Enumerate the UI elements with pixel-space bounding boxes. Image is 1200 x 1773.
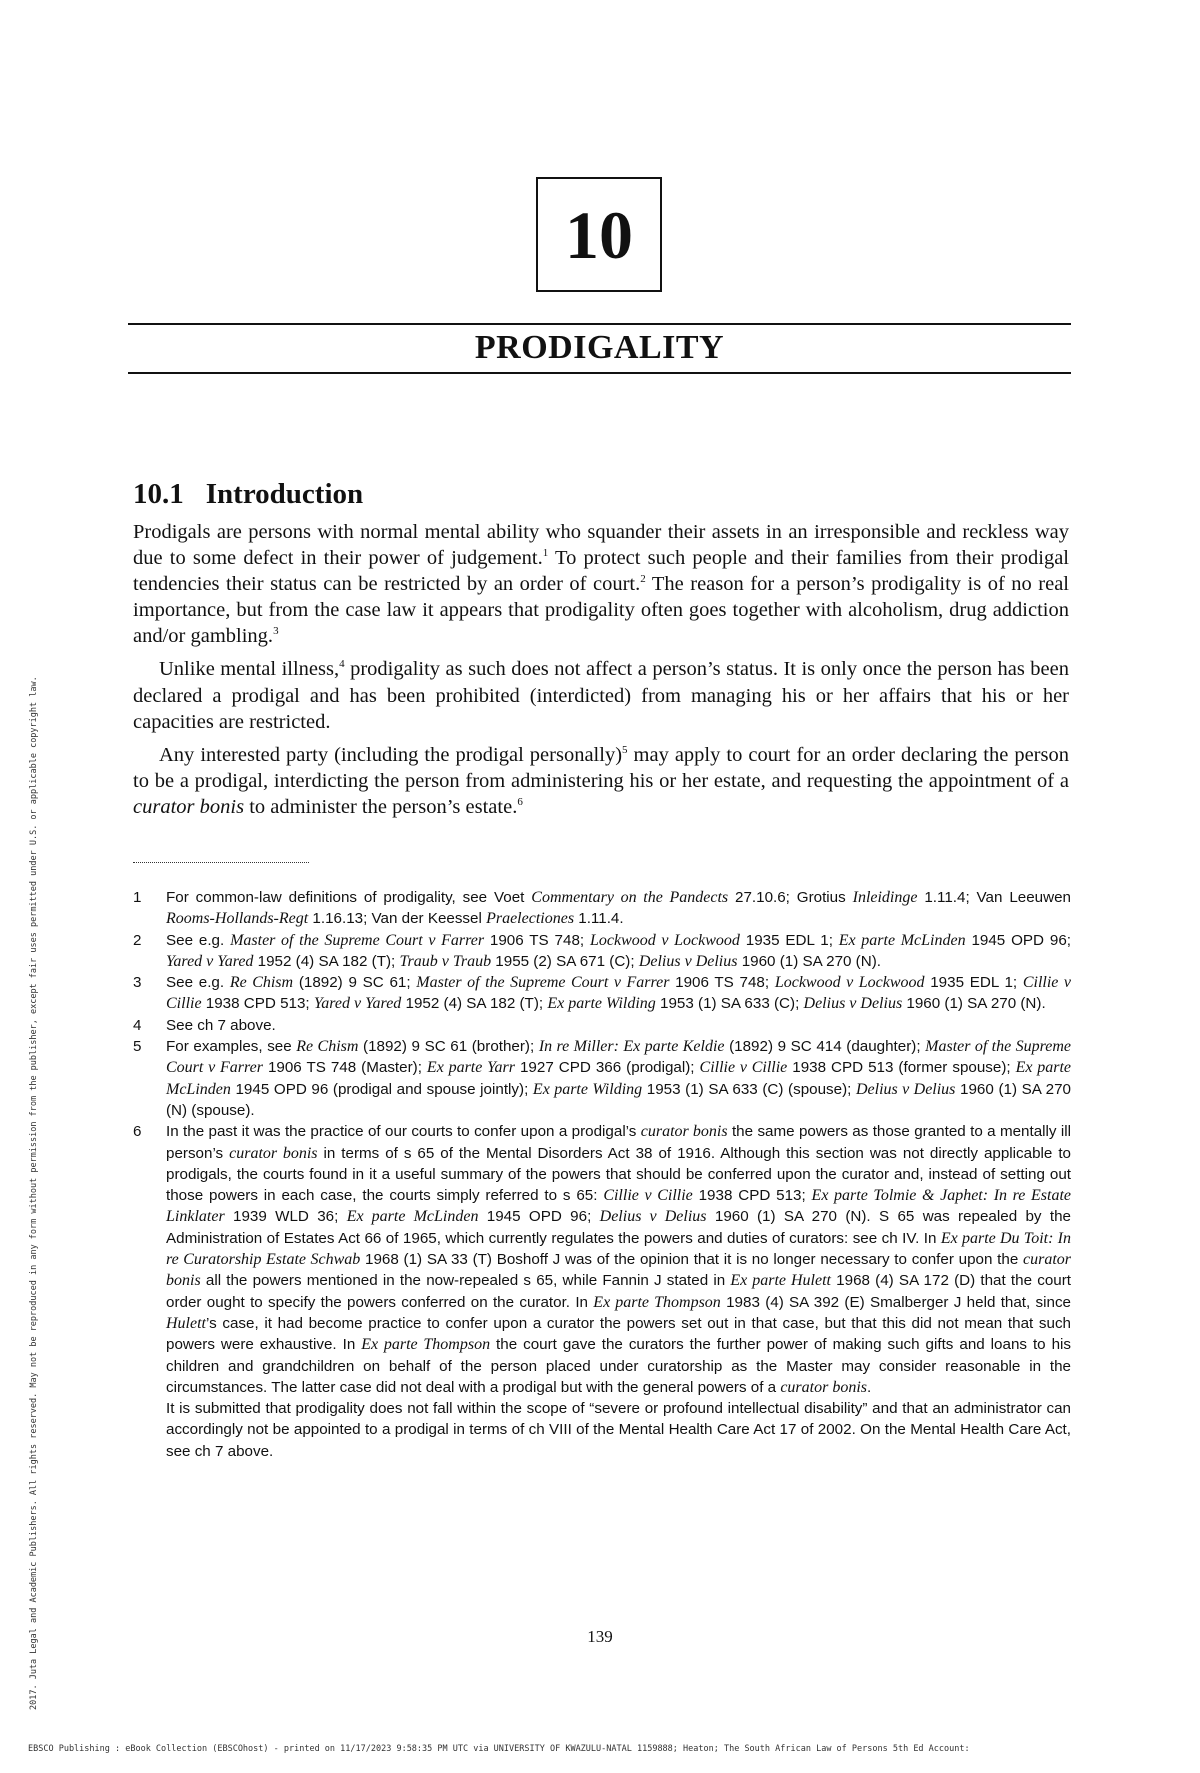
text-run: 1939 WLD 36; — [224, 1208, 347, 1226]
footnote-ref: 3 — [273, 625, 279, 638]
text-run: See ch 7 above. — [166, 1016, 276, 1034]
citation-italic: Ex parte Wilding — [532, 1080, 643, 1098]
chapter-title: PRODIGALITY — [474, 329, 725, 366]
citation-italic: Re Chism — [296, 1038, 359, 1056]
text-run: to administer the person’s estate. — [244, 795, 518, 818]
chapter-number: 10 — [565, 196, 633, 273]
citation-italic: Delius v Delius — [855, 1080, 956, 1098]
page-number: 139 — [587, 1627, 613, 1646]
footnote-text — [166, 1036, 1071, 1121]
text-run: the same powers as those granted to a mentally ill person’s — [166, 1123, 1071, 1162]
citation-italic: Cillie v Cillie — [699, 1059, 788, 1077]
copyright-notice: 2017. Juta Legal and Academic Publishers. All rights reserved. May not be reproduced in any form without permission from the publisher, except fair uses permitted under U.S. or applicable copyright law. — [29, 676, 39, 1710]
citation-italic: Master of the Supreme Court v Farrer — [166, 1038, 1071, 1077]
citation-italic: curator bonis — [640, 1123, 728, 1141]
text-run: 1945 OPD 96; — [478, 1208, 600, 1226]
text-run: (1892) 9 SC 414 (daughter); — [724, 1038, 926, 1056]
text-run: 1.11.4. — [574, 910, 624, 928]
footnote-number: 5 — [133, 1038, 142, 1056]
chapter-number-box — [536, 177, 662, 292]
text-run: 1960 (1) SA 270 (N). — [737, 952, 881, 970]
citation-italic: In re Miller: Ex parte Keldie — [538, 1038, 725, 1056]
citation-italic: Ex parte McLinden — [166, 1059, 1072, 1098]
citation-italic: Rooms-Hollands-Regt — [166, 910, 309, 928]
citation-italic: Delius v Delius — [638, 952, 738, 970]
footnote-ref: 4 — [339, 658, 345, 671]
text-run: 1938 CPD 513; — [692, 1187, 812, 1205]
citation-italic: Traub v Traub — [399, 952, 492, 970]
text-run: Any interested party (including the prodigal personally) — [159, 743, 623, 766]
text-run: In the past it was the practice of our courts to confer upon a prodigal’s — [166, 1123, 641, 1141]
text-run: ’s case, it had become practice to confer upon a curator the powers set out in that case, but that this did not mean that such powers were exhaustive. In — [166, 1314, 1071, 1354]
paragraph — [133, 742, 1069, 820]
footnote — [133, 972, 1071, 1015]
citation-italic: Ex parte Wilding — [547, 995, 656, 1013]
footnote-number: 4 — [133, 1016, 142, 1034]
citation-italic: Yared v Yared — [313, 995, 402, 1013]
footnotes — [133, 887, 1071, 1462]
footnote-number: 3 — [133, 974, 142, 992]
text-run: 1906 TS 748 (Master); — [262, 1059, 427, 1077]
text-run: 1927 CPD 366 (prodigal); — [515, 1059, 700, 1077]
text-run: 1945 OPD 96 (prodigal and spouse jointly); — [230, 1080, 533, 1098]
text-run: prodigality as such does not affect a person’s status. It is only once the person has been declared a prodigal and has been prohibited (interdicted) from managing his or her affairs that his or her capacities are restricted. — [133, 658, 1069, 733]
citation-italic: Ex parte Thompson — [593, 1293, 721, 1311]
text-run-italic: curator bonis — [133, 795, 245, 818]
text-run: 1953 (1) SA 633 (C) (spouse); — [642, 1080, 856, 1098]
text-run: The reason for a person’s prodigality is of no real importance, but from the case law it appears that prodigality often goes together with alcoholism, drug addiction and/or gambling. — [133, 573, 1069, 648]
text-run: 1.11.4; Van Leeuwen — [917, 889, 1071, 906]
citation-italic: Cillie v Cillie — [166, 974, 1072, 1013]
footnote-continuation: It is submitted that prodigality does not fall within the scope of “severe or profound intellectual disability” and that an administrator can accordingly not be appointed to a prodigal in terms of ch VIII of the Mental Health Care Act 17 of 2002. On the Mental Health Care Act, see ch 7 above. — [166, 1400, 1071, 1460]
citation-italic: Lockwood v Lockwood — [774, 974, 925, 992]
text-run: in terms of s 65 of the Mental Disorders Act 38 of 1916. Although this section was not directly applicable to prodigals, the courts found in it a useful summary of the powers that should be conferred upon the curator and, instead of setting out those powers in each case, the courts simply referred to s 65: — [166, 1144, 1071, 1205]
citation-italic: Yared v Yared — [166, 952, 254, 970]
paragraph — [133, 519, 1069, 649]
citation-italic: Commentary on the Pandects — [531, 889, 729, 906]
footnote — [133, 1121, 1071, 1398]
citation-italic: Lockwood v Lockwood — [589, 931, 740, 949]
text-run: 1952 (4) SA 182 (T); — [253, 952, 400, 970]
paragraph — [133, 656, 1069, 734]
citation-italic: Ex parte Thompson — [361, 1336, 491, 1354]
citation-italic: Ex parte Du Toit: In re Curatorship Estate Schwab — [166, 1229, 1071, 1269]
text-run: all the powers mentioned in the now-repealed s 65, while Fannin J stated in — [200, 1272, 731, 1290]
text-run: For common-law definitions of prodigality, see Voet — [166, 889, 532, 906]
text-run: 1935 EDL 1; — [739, 931, 839, 949]
text-run: the court gave the curators the further power of making such gifts and loans to his children and grandchildren on behalf of the person placed under curatorship as the Master may consider reasonable in the circumstances. The latter case did not deal with a prodigal but with the general powers of a — [166, 1336, 1072, 1396]
text-run: (1892) 9 SC 61 (brother); — [358, 1038, 539, 1056]
text-run: To protect such people and their families from their prodigal tendencies their status can be restricted by an order of court. — [133, 547, 1069, 596]
citation-italic: curator bonis — [780, 1378, 867, 1396]
citation-italic: Praelectiones — [486, 910, 575, 928]
footnote-text — [166, 887, 1071, 930]
text-run: See e.g. — [166, 974, 230, 992]
text-run: 1968 (4) SA 172 (D) that the court order ought to specify the powers conferred on the curator. In — [166, 1272, 1071, 1311]
citation-italic: Ex parte Tolmie & Japhet: In re Estate Linklater — [166, 1187, 1071, 1226]
citation-italic: Ex parte McLinden — [346, 1208, 479, 1226]
text-run: 1938 CPD 513; — [201, 995, 314, 1013]
citation-italic: Ex parte McLinden — [838, 931, 966, 949]
download-notice: EBSCO Publishing : eBook Collection (EBSCOhost) - printed on 11/17/2023 9:58:35 PM UTC via UNIVERSITY OF KWAZULU-NATAL 1159888; Heaton; The South African Law of Persons 5th Ed Account: — [28, 1744, 970, 1754]
text-run: 1953 (1) SA 633 (C); — [655, 995, 804, 1013]
text-run: See e.g. — [166, 931, 231, 949]
section-number: 10.1 — [133, 478, 184, 510]
text-run: . — [866, 1378, 872, 1396]
citation-italic: Re Chism — [229, 974, 294, 992]
footnote-number: 6 — [133, 1123, 142, 1141]
footnote-number: 1 — [133, 889, 142, 906]
citation-italic: Master of the Supreme Court v Farrer — [230, 931, 485, 949]
text-run: 1968 (1) SA 33 (T) Boshoff J was of the opinion that it is no longer necessary to confer upon the — [360, 1251, 1023, 1269]
text-run: 1906 TS 748; — [669, 974, 775, 992]
footnote-separator — [133, 862, 309, 863]
footnote-ref: 1 — [542, 547, 549, 560]
text-run: may apply to court for an order declaring the person to be a prodigal, interdicting the person from administering his or her estate, and requesting the appointment of a — [133, 743, 1069, 792]
text-run: Prodigals are persons with normal mental ability who squander their assets in an irresponsible and reckless way due to some defect in their power of judgement. — [133, 521, 1069, 570]
footnote — [133, 930, 1071, 973]
text-run: For examples, see — [166, 1038, 297, 1056]
footnote — [133, 1036, 1071, 1121]
section-heading — [133, 476, 363, 512]
footnote-number: 2 — [133, 931, 142, 949]
citation-italic: Ex parte Yarr — [426, 1059, 515, 1077]
citation-italic: Hulett — [166, 1314, 206, 1332]
body-text — [133, 519, 1069, 827]
footnote-text — [166, 1121, 1071, 1398]
text-run: 1945 OPD 96; — [965, 931, 1071, 949]
text-run: 1938 CPD 513 (former spouse); — [787, 1059, 1016, 1077]
section-title: Introduction — [205, 478, 364, 510]
text-run: 1955 (2) SA 671 (C); — [491, 952, 639, 970]
text-run: 1906 TS 748; — [484, 931, 590, 949]
footnote-ref: 6 — [517, 796, 523, 809]
footnote — [133, 887, 1071, 930]
text-run: 27.10.6; Grotius — [728, 889, 853, 906]
citation-italic: Inleidinge — [852, 889, 918, 906]
citation-italic: Ex parte Hulett — [730, 1272, 831, 1290]
citation-italic: Delius v Delius — [599, 1208, 707, 1226]
citation-italic: Cillie v Cillie — [603, 1187, 693, 1205]
text-run: 1952 (4) SA 182 (T); — [401, 995, 548, 1013]
text-run: 1960 (1) SA 270 (N). S 65 was repealed by the Administration of Estates Act 66 of 1965, which currently regulates the powers and duties of curators: see ch IV. In — [166, 1208, 1071, 1247]
title-rule-bottom — [128, 372, 1071, 374]
footnote-text — [166, 972, 1071, 1015]
footnote-text — [166, 930, 1071, 973]
footnote-text — [166, 1015, 1071, 1036]
footnote-ref: 2 — [640, 573, 646, 586]
text-run: 1983 (4) SA 392 (E) Smalberger J held that, since — [720, 1293, 1071, 1311]
citation-italic: Master of the Supreme Court v Farrer — [416, 974, 670, 992]
text-run: 1960 (1) SA 270 (N) (spouse). — [166, 1080, 1071, 1119]
text-run: 1935 EDL 1; — [924, 974, 1023, 992]
citation-italic: Delius v Delius — [803, 995, 903, 1013]
text-run: Unlike mental illness, — [159, 658, 340, 681]
text-run: 1.16.13; Van der Keessel — [308, 910, 487, 928]
title-rule-top — [128, 323, 1071, 325]
footnote-ref: 5 — [622, 743, 628, 756]
text-run: (1892) 9 SC 61; — [293, 974, 417, 992]
citation-italic: curator bonis — [229, 1144, 318, 1162]
citation-italic: curator bonis — [166, 1251, 1071, 1290]
footnote — [133, 1015, 1071, 1036]
text-run: 1960 (1) SA 270 (N). — [902, 995, 1046, 1013]
